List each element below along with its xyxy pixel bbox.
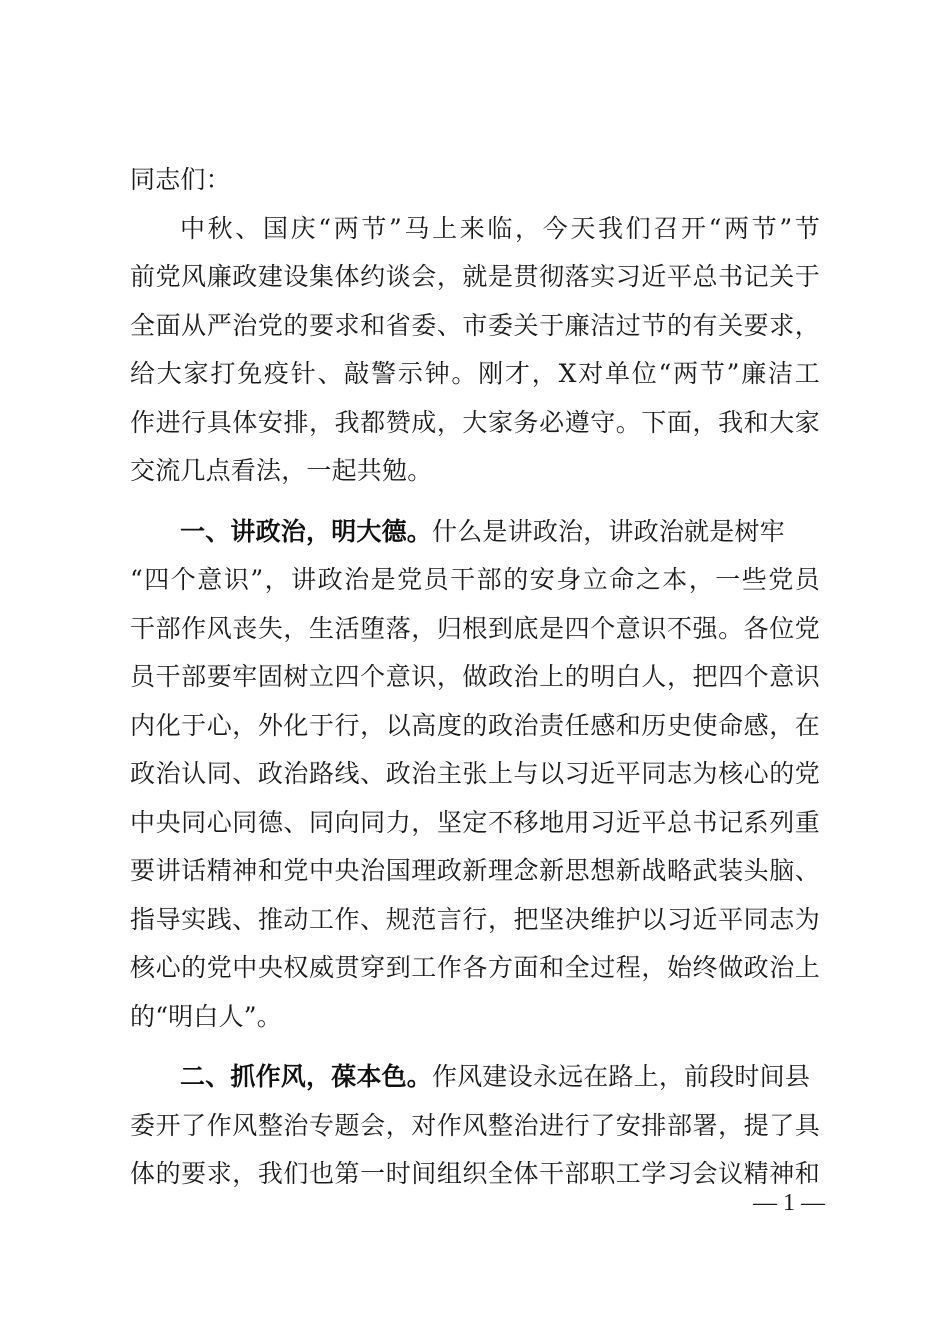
intro-line: 前党风廉政建设集体约谈会，就是贯彻落实习近平总书记关于 <box>130 262 820 291</box>
section2-line: 委开了作风整治专题会，对作风整治进行了安排部署，提了具 <box>130 1110 820 1140</box>
salutation: 同志们： <box>130 165 231 194</box>
section1-line: 中央同心同德、同向同力，坚定不移地用习近平总书记系列重 <box>130 807 820 837</box>
section1-line: 核心的党中央权威贯穿到工作各方面和全过程，始终做政治上 <box>130 953 820 982</box>
section1-first-line-text: 什么是讲政治，讲政治就是树牢 <box>432 516 785 546</box>
section2-heading: 二、抓作风，葆本色。 <box>180 1062 433 1091</box>
section1-line: “四个意识”，讲政治是党员干部的安身立命之本，一些党员 <box>130 565 820 594</box>
section2-first-line-text: 作风建设永远在路上，前段时间县 <box>432 1062 811 1091</box>
section2-first-line <box>130 1053 820 1102</box>
intro-line: 给大家打免疫针、敲警示钟。刚才，X对单位“两节”廉洁工 <box>130 359 820 388</box>
section1-line: 指导实践、推动工作、规范言行，把坚决维护以习近平同志为 <box>130 904 820 934</box>
section1-line: 员干部要牢固树立四个意识，做政治上的明白人，把四个意识 <box>130 662 820 691</box>
section2-line: 体的要求，我们也第一时间组织全体干部职工学习会议精神和 <box>130 1159 820 1188</box>
intro-line: 中秋、国庆“两节”马上来临，今天我们召开“两节”节 <box>180 213 820 243</box>
page-number: — 1 — <box>753 1190 825 1216</box>
section1-line: 干部作风丧失，生活堕落，归根到底是四个意识不强。各位党 <box>130 613 820 643</box>
intro-line: 交流几点看法，一起共勉。 <box>130 456 433 485</box>
section1-line: 政治认同、政治路线、政治主张上与以习近平同志为核心的党 <box>130 759 820 788</box>
document-body <box>130 156 820 1199</box>
section1-line: 的“明白人”。 <box>130 1001 282 1031</box>
section1-heading: 一、讲政治，明大德。 <box>180 516 433 546</box>
intro-line: 全面从严治党的要求和省委、市委关于廉洁过节的有关要求， <box>130 310 820 340</box>
section1-line: 内化于心，外化于行，以高度的政治责任感和历史使命感，在 <box>130 710 820 740</box>
intro-line: 作进行具体安排，我都赞成，大家务必遵守。下面，我和大家 <box>130 407 820 437</box>
section1-line: 要讲话精神和党中央治国理政新理念新思想新战略武装头脑、 <box>130 856 820 885</box>
section1-first-line <box>130 508 820 557</box>
